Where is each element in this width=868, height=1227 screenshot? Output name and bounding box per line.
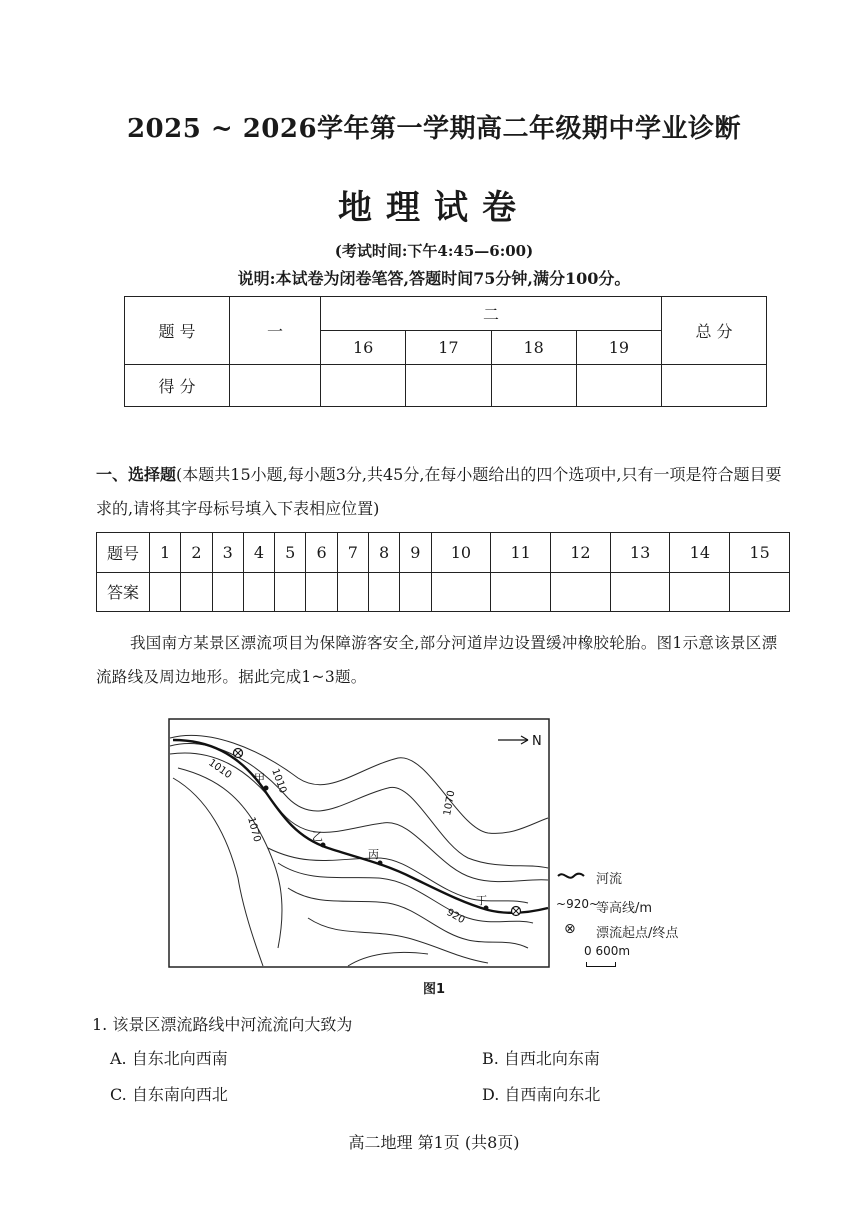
score-item-19: 19 [576, 331, 661, 365]
answer-number: 7 [337, 533, 368, 573]
answer-row2-label: 答案 [97, 572, 150, 612]
legend-scale: 0 600m [584, 944, 631, 958]
section-heading-bold: 一、选择题 [96, 465, 177, 484]
point-dot [321, 843, 326, 848]
page-footer: 高二地理 第1页 (共8页) [348, 1133, 520, 1152]
contour-label: 1070 [442, 789, 458, 817]
section-heading-text: (本题共15小题,每小题3分,共45分,在每小题给出的四个选项中,只有一项是符合题目要求的,请将其字母标号填入下表相应位置) [96, 465, 782, 518]
answer-number: 6 [306, 533, 337, 573]
question-1-stem: 1. 该景区漂流路线中河流流向大致为 [92, 1015, 353, 1034]
legend-contour-sample: ~920~ [556, 897, 600, 911]
answer-table [96, 532, 790, 612]
contour-line [268, 848, 528, 903]
drift-marker-legend-icon: ⊗ [564, 921, 576, 937]
answer-number: 15 [730, 533, 790, 573]
figure-caption: 图1 [422, 982, 446, 997]
passage-text: 我国南方某景区漂流项目为保障游客安全,部分河道岸边设置缓冲橡胶轮胎。图1示意该景区漂流路线及周边地形。据此完成1~3题。 [96, 634, 778, 686]
answer-number: 13 [610, 533, 670, 573]
answer-cell[interactable] [610, 572, 670, 612]
legend-river: 河流 [596, 872, 623, 887]
answer-cell[interactable] [551, 572, 611, 612]
contour-label: 1010 [206, 757, 234, 782]
answer-number: 9 [400, 533, 431, 573]
answer-number: 1 [150, 533, 181, 573]
answer-number: 8 [368, 533, 399, 573]
answer-cell[interactable] [212, 572, 243, 612]
answer-number: 2 [181, 533, 212, 573]
answer-cell[interactable] [275, 572, 306, 612]
contour-label: 1070 [245, 815, 263, 844]
point-label-yi: 乙 [312, 830, 323, 843]
answer-cell[interactable] [181, 572, 212, 612]
point-dot [378, 861, 383, 866]
option-c[interactable]: C. 自东南向西北 [110, 1085, 228, 1104]
north-arrow [498, 734, 542, 749]
map-legend [556, 866, 756, 966]
score-cell[interactable] [576, 365, 661, 407]
answer-cell[interactable] [243, 572, 274, 612]
score-cell[interactable] [321, 365, 406, 407]
score-cell[interactable] [491, 365, 576, 407]
river [173, 740, 548, 913]
answer-number: 12 [551, 533, 611, 573]
contour-line [173, 778, 263, 966]
legend-start-end: 漂流起点/终点 [596, 926, 679, 941]
contour-label: 1010 [269, 767, 289, 795]
score-item-17: 17 [406, 331, 491, 365]
exam-time: (考试时间:下午4:45—6:00) [334, 242, 534, 260]
answer-number: 11 [491, 533, 551, 573]
topographic-map [168, 718, 550, 968]
contour-line [348, 952, 428, 966]
score-part-two: 二 [321, 297, 662, 331]
answer-cell[interactable] [431, 572, 491, 612]
point-dot [264, 786, 269, 791]
point-label-jia: 甲 [254, 772, 265, 785]
score-item-16: 16 [321, 331, 406, 365]
answer-number: 5 [275, 533, 306, 573]
river-path [173, 740, 548, 913]
subject-title: 地理试卷 [338, 188, 530, 228]
answer-cell[interactable] [337, 572, 368, 612]
option-d[interactable]: D. 自西南向东北 [482, 1085, 601, 1104]
north-label: N [532, 734, 542, 749]
score-item-18: 18 [491, 331, 576, 365]
score-cell[interactable] [230, 365, 321, 407]
option-a[interactable]: A. 自东北向西南 [110, 1049, 228, 1068]
answer-row-label: 题号 [97, 533, 150, 573]
answer-cell[interactable] [670, 572, 730, 612]
answer-number: 3 [212, 533, 243, 573]
answer-cell[interactable] [150, 572, 181, 612]
score-cell[interactable] [662, 365, 767, 407]
answer-cell[interactable] [400, 572, 431, 612]
point-label-ding: 丁 [476, 894, 487, 907]
exam-note: 说明:本试卷为闭卷笔答,答题时间75分钟,满分100分。 [237, 269, 631, 288]
score-part-one: 一 [230, 297, 321, 365]
answer-number: 4 [243, 533, 274, 573]
contour-label: 920 [444, 907, 467, 927]
contour-line [278, 863, 533, 923]
score-table [124, 296, 767, 407]
score-row-label: 题 号 [125, 297, 230, 365]
point-label-bing: 丙 [368, 848, 379, 861]
scale-bar [586, 962, 616, 967]
answer-cell[interactable] [368, 572, 399, 612]
contour-line [288, 888, 528, 948]
option-b[interactable]: B. 自西北向东南 [482, 1049, 600, 1068]
river-legend-icon [556, 868, 586, 882]
answer-cell[interactable] [730, 572, 790, 612]
answer-number: 10 [431, 533, 491, 573]
section-heading [96, 458, 786, 526]
answer-cell[interactable] [306, 572, 337, 612]
answer-cell[interactable] [491, 572, 551, 612]
score-cell[interactable] [406, 365, 491, 407]
answer-number: 14 [670, 533, 730, 573]
score-row2-label: 得 分 [125, 365, 230, 407]
exam-title: 2025 ~ 2026学年第一学期高二年级期中学业诊断 [126, 114, 742, 144]
legend-contour: 等高线/m [596, 901, 653, 916]
contour-line [170, 735, 548, 833]
score-total: 总 分 [662, 297, 767, 365]
